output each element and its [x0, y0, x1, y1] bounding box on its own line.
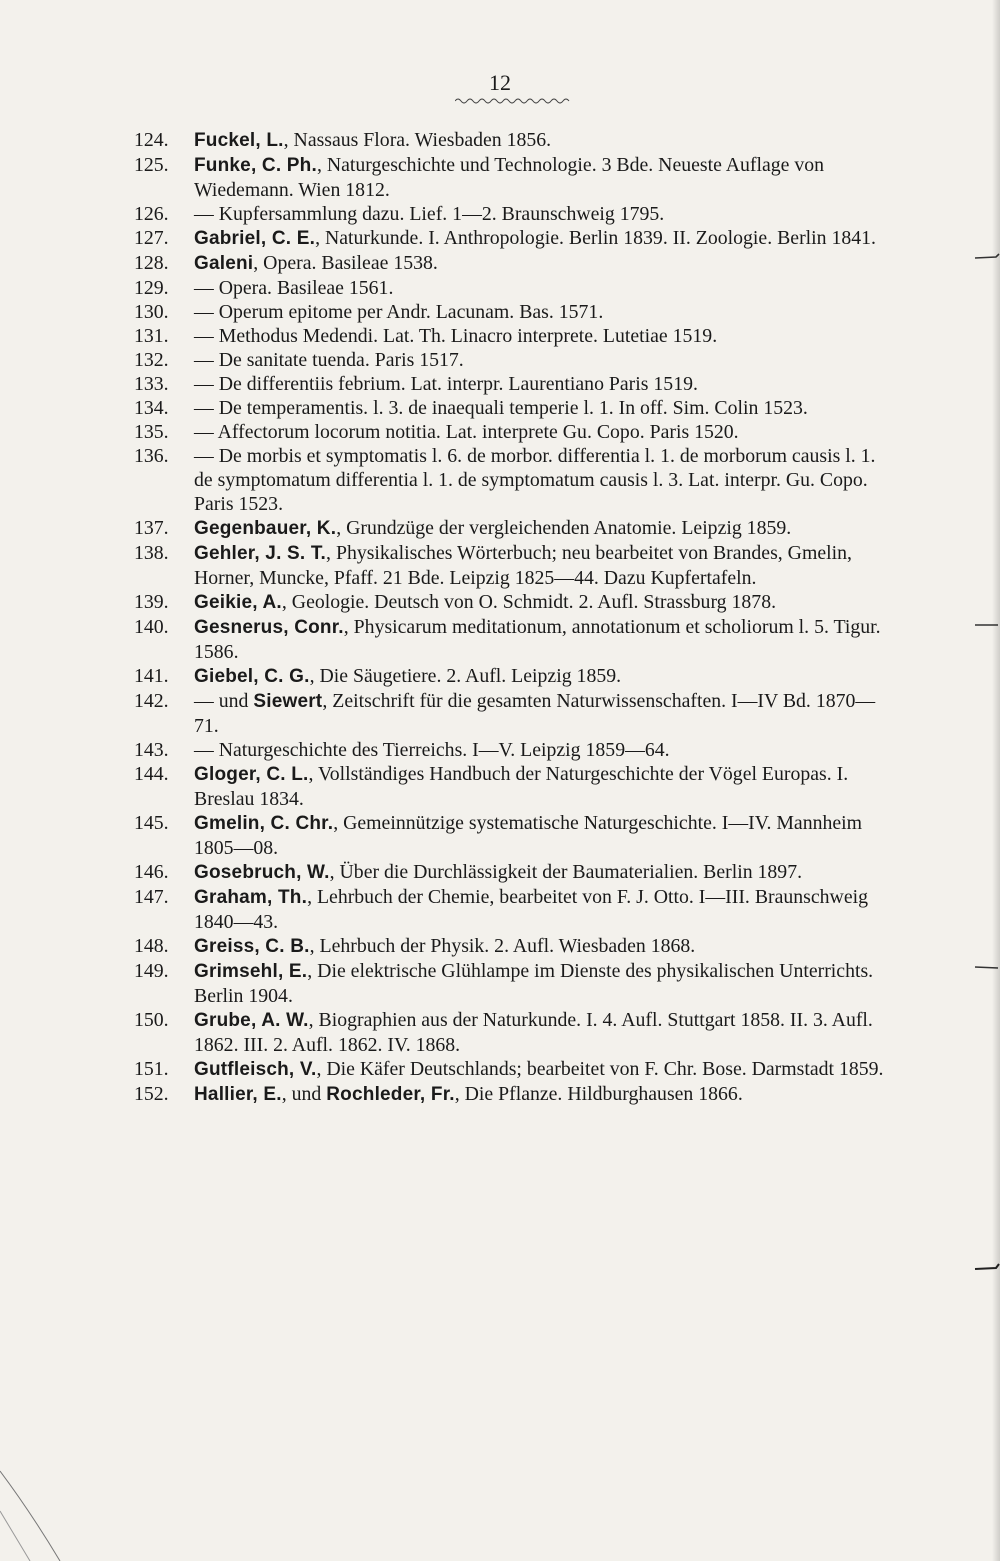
author-name: Gloger, C. L.	[194, 764, 309, 785]
corner-scan-artifact	[0, 1451, 120, 1561]
author-name: Hallier, E.	[194, 1084, 282, 1105]
entry-number: 134.	[134, 397, 169, 419]
catalog-entry	[134, 664, 896, 689]
entry-number: 126.	[134, 203, 169, 225]
entry-number: 136.	[134, 445, 169, 467]
entry-text	[194, 1009, 873, 1056]
author-name: Gehler, J. S. T.	[194, 543, 327, 564]
entry-number: 151.	[134, 1058, 169, 1080]
entry-text	[194, 591, 776, 613]
entry-text	[194, 325, 717, 347]
entry-text	[194, 397, 808, 419]
entry-text	[194, 616, 881, 663]
catalog-entry	[134, 1082, 896, 1107]
entry-text	[194, 665, 621, 687]
entry-text-segment: , Über die Durchlässigkeit der Baumaterialien. Berlin 1897.	[329, 861, 803, 883]
catalog-entry	[134, 541, 896, 590]
entry-text-segment: , Grundzüge der vergleichenden Anatomie. Leipzig 1859.	[336, 517, 792, 539]
catalog-entry	[134, 860, 896, 885]
author-name: Gesnerus, Conr.	[194, 617, 344, 638]
entry-text-segment: , Lehrbuch der Physik. 2. Aufl. Wiesbaden 1868.	[309, 935, 696, 957]
entry-text	[194, 935, 695, 957]
entry-text-segment: — De temperamentis. l. 3. de inaequali temperie l. 1. In off. Sim. Colin 1523.	[194, 397, 808, 419]
entry-text	[194, 739, 670, 761]
entry-number: 135.	[134, 421, 169, 443]
catalog-entry	[134, 615, 896, 664]
entry-text-segment: — Opera. Basileae 1561.	[194, 277, 394, 299]
entry-number: 152.	[134, 1083, 169, 1105]
catalog-entry	[134, 396, 896, 420]
catalog-entry	[134, 420, 896, 444]
entry-text	[194, 301, 603, 323]
entry-text-segment: — Methodus Medendi. Lat. Th. Linacro interprete. Lutetiae 1519.	[194, 325, 718, 347]
entry-text	[194, 252, 438, 274]
entry-text	[194, 154, 824, 201]
catalog-entry	[134, 1057, 896, 1082]
entry-number: 130.	[134, 301, 169, 323]
catalog-entry	[134, 202, 896, 226]
entry-number: 138.	[134, 542, 169, 564]
entry-text-segment: , Naturgeschichte und Technologie. 3 Bde. Neueste Auflage von Wiedemann. Wien 1812.	[194, 154, 825, 201]
entry-text-segment: , Die elektrische Glühlampe im Dienste des physikalischen Unterrichts. Berlin 1904.	[194, 960, 874, 1007]
entry-text-segment: — De sanitate tuenda. Paris 1517.	[194, 349, 464, 371]
entry-text-segment: , Lehrbuch der Chemie, bearbeitet von F. J. Otto. I—III. Braunschweig 1840—43.	[194, 886, 868, 933]
entry-number: 141.	[134, 665, 169, 687]
page-number: 12	[489, 70, 511, 95]
entry-text	[194, 861, 802, 883]
author-name: Gegenbauer, K.	[194, 518, 337, 539]
entry-number: 145.	[134, 812, 169, 834]
entry-text-segment: — Naturgeschichte des Tierreichs. I—V. Leipzig 1859—64.	[194, 739, 670, 761]
author-name: Giebel, C. G.	[194, 666, 310, 687]
entry-number: 150.	[134, 1009, 169, 1031]
entry-number: 146.	[134, 861, 169, 883]
catalog-entry	[134, 444, 896, 516]
entry-text	[194, 373, 698, 395]
entry-number: 142.	[134, 690, 169, 712]
catalog-entry	[134, 128, 896, 153]
author-name: Grube, A. W.	[194, 1010, 309, 1031]
page-number-underline	[455, 96, 570, 106]
author-name: Graham, Th.	[194, 887, 308, 908]
author-name: Fuckel, L.	[194, 130, 284, 151]
catalog-entry	[134, 300, 896, 324]
entry-text	[194, 690, 875, 737]
entry-text	[194, 960, 873, 1007]
entry-text-segment: , Nassaus Flora. Wiesbaden 1856.	[283, 129, 552, 151]
catalog-entry	[134, 959, 896, 1008]
entry-text-segment: , Physicarum meditationum, annotationum et scholiorum l. 5. Tigur. 1586.	[194, 616, 881, 663]
entry-text	[194, 203, 664, 225]
entry-text	[194, 886, 868, 933]
catalog-entry	[134, 372, 896, 396]
catalog-entry	[134, 516, 896, 541]
entry-text-segment: , Vollständiges Handbuch der Naturgeschichte der Vögel Europas. I. Breslau 1834.	[194, 763, 849, 810]
entry-text-segment: , Geologie. Deutsch von O. Schmidt. 2. Aufl. Strassburg 1878.	[281, 591, 777, 613]
author-name: Siewert	[253, 691, 323, 712]
entry-text-segment: , Naturkunde. I. Anthropologie. Berlin 1839. II. Zoologie. Berlin 1841.	[315, 227, 876, 249]
catalog-entry	[134, 1008, 896, 1057]
entry-text-segment: , Zeitschrift für die gesamten Naturwissenschaften. I—IV Bd. 1870—71.	[194, 690, 876, 737]
entry-number: 144.	[134, 763, 169, 785]
entry-text	[194, 129, 551, 151]
catalog-entry	[134, 251, 896, 276]
catalog-entry	[134, 276, 896, 300]
entry-text	[194, 542, 852, 589]
entry-number: 127.	[134, 227, 169, 249]
entry-text	[194, 1083, 743, 1105]
entry-text-segment: , Die Pflanze. Hildburghausen 1866.	[454, 1083, 743, 1105]
catalog-entry	[134, 885, 896, 934]
entry-number: 125.	[134, 154, 169, 176]
entry-number: 137.	[134, 517, 169, 539]
entry-number: 133.	[134, 373, 169, 395]
entry-text	[194, 277, 393, 299]
entry-text-segment: , Physikalisches Wörterbuch; neu bearbeitet von Brandes, Gmelin, Horner, Muncke, Pfaff. 21 Bde. Leipzig 1825—44. Dazu Kupfertafeln.	[194, 542, 852, 589]
author-name: Grimsehl, E.	[194, 961, 308, 982]
catalog-entry	[134, 762, 896, 811]
catalog-entry	[134, 590, 896, 615]
entry-number: 139.	[134, 591, 169, 613]
entry-text-segment: , Die Käfer Deutschlands; bearbeitet von F. Chr. Bose. Darmstadt 1859.	[316, 1058, 884, 1080]
author-name: Gabriel, C. E.	[194, 228, 316, 249]
catalog-entry	[134, 811, 896, 860]
catalog-entry	[134, 689, 896, 738]
entry-text	[194, 349, 464, 371]
author-name: Greiss, C. B.	[194, 936, 310, 957]
author-name: Gutfleisch, V.	[194, 1059, 317, 1080]
entry-text	[194, 421, 739, 443]
page-edge-shadow	[992, 0, 1000, 1561]
entry-number: 140.	[134, 616, 169, 638]
entry-text-segment: — Kupfersammlung dazu. Lief. 1—2. Braunschweig 1795.	[194, 203, 665, 225]
catalog-entry	[134, 153, 896, 202]
entry-text-segment: , Biographien aus der Naturkunde. I. 4. Aufl. Stuttgart 1858. II. 3. Aufl. 1862. III. 2. Aufl. 1862. IV. 1868.	[194, 1009, 873, 1056]
author-name: Gosebruch, W.	[194, 862, 330, 883]
author-name: Geikie, A.	[194, 592, 282, 613]
author-name: Rochleder, Fr.	[326, 1084, 455, 1105]
entry-number: 149.	[134, 960, 169, 982]
entry-text	[194, 445, 875, 515]
entry-text-segment: , Opera. Basileae 1538.	[253, 252, 438, 274]
entry-text-segment: — Affectorum locorum notitia. Lat. interprete Gu. Copo. Paris 1520.	[194, 421, 739, 443]
catalog-entry	[134, 934, 896, 959]
entry-text	[194, 227, 876, 249]
entry-number: 132.	[134, 349, 169, 371]
author-name: Galeni	[194, 253, 254, 274]
entry-text-segment: , und	[281, 1083, 327, 1105]
entry-text-segment: — De morbis et symptomatis l. 6. de morbor. differentia l. 1. de morborum causis l. 1. de symptomatum differentia l. 1. de symptomatum causis l. 3. Lat. interpr. Gu. Copo. Paris 1523.	[194, 445, 876, 515]
entry-text	[194, 812, 862, 859]
entry-number: 128.	[134, 252, 169, 274]
author-name: Gmelin, C. Chr.	[194, 813, 334, 834]
entry-number: 131.	[134, 325, 169, 347]
entry-number: 124.	[134, 129, 169, 151]
entry-text-segment: , Die Säugetiere. 2. Aufl. Leipzig 1859.	[309, 665, 622, 687]
catalog-entry	[134, 324, 896, 348]
entry-text-segment: , Gemeinnützige systematische Naturgeschichte. I—IV. Mannheim 1805—08.	[194, 812, 863, 859]
catalog-entry	[134, 738, 896, 762]
entry-number: 143.	[134, 739, 169, 761]
entry-number: 147.	[134, 886, 169, 908]
entry-text-segment: — und	[194, 690, 254, 712]
entry-text	[194, 1058, 883, 1080]
entry-text	[194, 517, 791, 539]
entry-text	[194, 763, 848, 810]
author-name: Funke, C. Ph.	[194, 155, 317, 176]
entry-text-segment: — De differentiis febrium. Lat. interpr. Laurentiano Paris 1519.	[194, 373, 698, 395]
entry-number: 148.	[134, 935, 169, 957]
catalog-entry	[134, 348, 896, 372]
catalog-list	[134, 128, 896, 1107]
entry-text-segment: — Operum epitome per Andr. Lacunam. Bas. 1571.	[194, 301, 604, 323]
catalog-entry	[134, 226, 896, 251]
entry-number: 129.	[134, 277, 169, 299]
